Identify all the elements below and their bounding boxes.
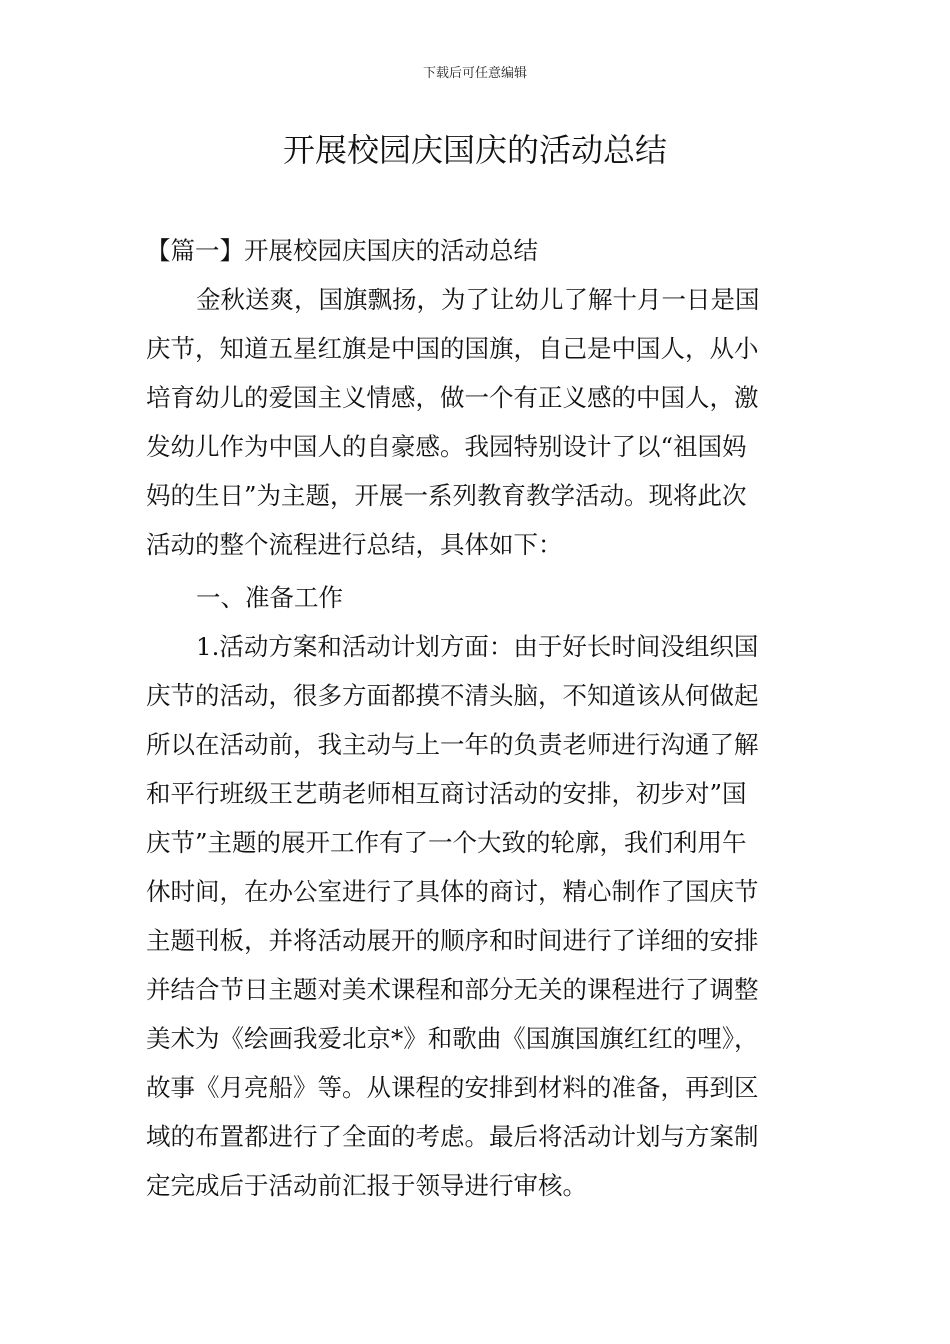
paragraph-2-line-2: 庆节的活动，很多方面都摸不清头脑，不知道该从何做起 xyxy=(146,681,759,710)
paragraph-2-line-12: 定完成后于活动前汇报于领导进行审核。 xyxy=(146,1171,587,1200)
section-heading: 【篇一】开展校园庆国庆的活动总结 xyxy=(146,236,538,265)
paragraph-2-line-3: 所以在活动前，我主动与上一年的负责老师进行沟通了解 xyxy=(146,730,759,759)
paragraph-2-line-10: 故事《月亮船》等。从课程的安排到材料的准备，再到区 xyxy=(146,1073,759,1102)
paragraph-1-line-3: 培育幼儿的爱国主义情感，做一个有正义感的中国人，激 xyxy=(146,383,759,412)
paragraph-2-line-5: 庆节”主题的展开工作有了一个大致的轮廓，我们利用午 xyxy=(146,828,747,857)
paragraph-2-line-11: 域的布置都进行了全面的考虑。最后将活动计划与方案制 xyxy=(146,1122,759,1151)
paragraph-1-line-2: 庆节，知道五星红旗是中国的国旗，自己是中国人，从小 xyxy=(146,334,759,363)
paragraph-2-line-8: 并结合节日主题对美术课程和部分无关的课程进行了调整 xyxy=(146,975,759,1004)
header-note: 下载后可任意编辑 xyxy=(422,66,527,81)
paragraph-1-line-1: 金秋送爽，国旗飘扬，为了让幼儿了解十月一日是国 xyxy=(196,285,760,314)
paragraph-2-line-7: 主题刊板，并将活动展开的顺序和时间进行了详细的安排 xyxy=(146,926,759,955)
document-title: 开展校园庆国庆的活动总结 xyxy=(282,131,667,169)
subheading-preparation: 一、准备工作 xyxy=(196,583,343,612)
paragraph-1-line-4: 发幼儿作为中国人的自豪感。我园特别设计了以“祖国妈 xyxy=(146,432,747,461)
paragraph-2-line-4: 和平行班级王艺萌老师相互商讨活动的安排，初步对”国 xyxy=(146,779,747,808)
paragraph-2-line-6: 休时间，在办公室进行了具体的商讨，精心制作了国庆节 xyxy=(146,877,759,906)
paragraph-2-line-9: 美术为《绘画我爱北京*》和歌曲《国旗国旗红红的哩》， xyxy=(146,1024,759,1053)
paragraph-1-line-6: 活动的整个流程进行总结，具体如下： xyxy=(146,530,563,559)
paragraph-2-line-1: 1.活动方案和活动计划方面：由于好长时间没组织国 xyxy=(196,632,759,661)
paragraph-1-line-5: 妈的生日”为主题，开展一系列教育教学活动。现将此次 xyxy=(146,481,747,510)
